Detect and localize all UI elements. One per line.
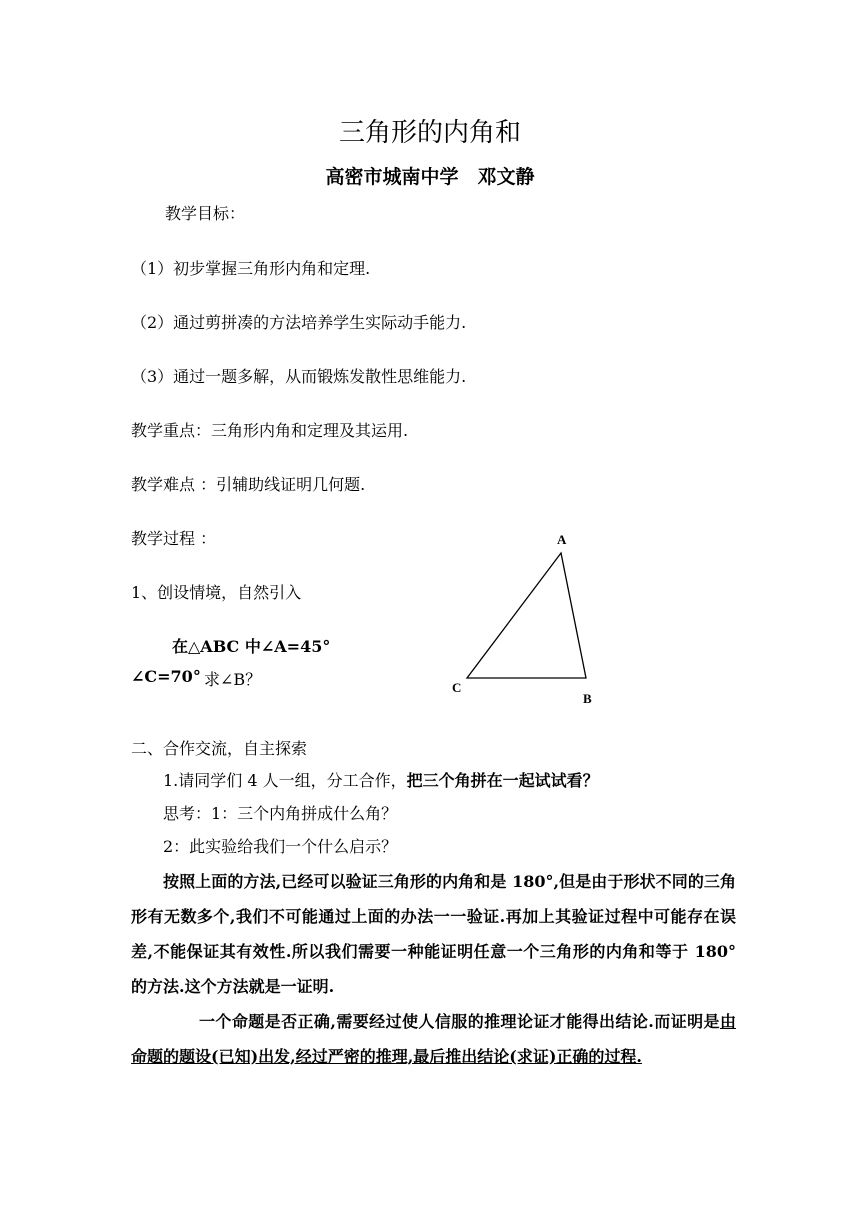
problem-line-2b: 求∠B？ [204, 670, 262, 689]
triangle-abc [467, 553, 586, 678]
section2-item-1 [163, 768, 599, 791]
paragraph-proof-text: 一个命题是否正确,需要经过使人信服的推理论证才能得出结论.而证明是 [199, 1012, 720, 1031]
item1-text: 1.请同学们 4 人一组，分工合作， [163, 771, 407, 790]
vertex-label-c: C [452, 680, 462, 695]
vertex-label-b: B [583, 691, 592, 706]
goal-item-2: （2）通过剪拼凑的方法培养学生实际动手能力. [131, 313, 467, 332]
key-point: 教学重点：三角形内角和定理及其运用. [131, 421, 409, 440]
section1-heading: 1、创设情境，自然引入 [131, 583, 302, 602]
difficulty: 教学难点 ：引辅助线证明几何题. [131, 475, 366, 494]
author-line: 高密市城南中学 邓文静 [325, 166, 535, 188]
goal-item-1: （1）初步掌握三角形内角和定理. [131, 259, 371, 278]
problem-line-1: 在△ABC 中∠A=45° [172, 637, 331, 656]
goal-item-3: （3）通过一题多解，从而锻炼发散性思维能力. [131, 367, 467, 386]
proof-definition-underlined: 由命题的题设(已知)出发,经过严密的推理,最后推出结论(求证)正确的过程. [131, 1012, 736, 1066]
process-heading: 教学过程 ： [131, 529, 217, 548]
triangle-figure [440, 528, 610, 708]
think-question-2: 2：此实验给我们一个什么启示？ [163, 837, 398, 856]
item1-emphasis: 把三个角拼在一起试试看？ [406, 771, 599, 790]
section2-heading: 二、合作交流，自主探索 [131, 739, 308, 758]
paragraph-verification: 按照上面的方法,已经可以验证三角形的内角和是 180°,但是由于形状不同的三角形有无数多个,我们不可能通过上面的办法一一验证.再加上其验证过程中可能存在误差,不能保证其有效性.所以我们需要一种能证明任意一个三角形的内角和等于 180° 的方法.这个方法就是一证明. [131, 872, 736, 996]
goals-heading: 教学目标： [165, 204, 246, 223]
paragraph-proof [131, 1004, 736, 1074]
document-title: 三角形的内角和 [338, 118, 521, 148]
think-question-1: 思考：1：三个内角拼成什么角？ [163, 804, 398, 823]
vertex-label-a: A [557, 532, 567, 547]
problem-line-2a: ∠C=70° [131, 667, 201, 686]
